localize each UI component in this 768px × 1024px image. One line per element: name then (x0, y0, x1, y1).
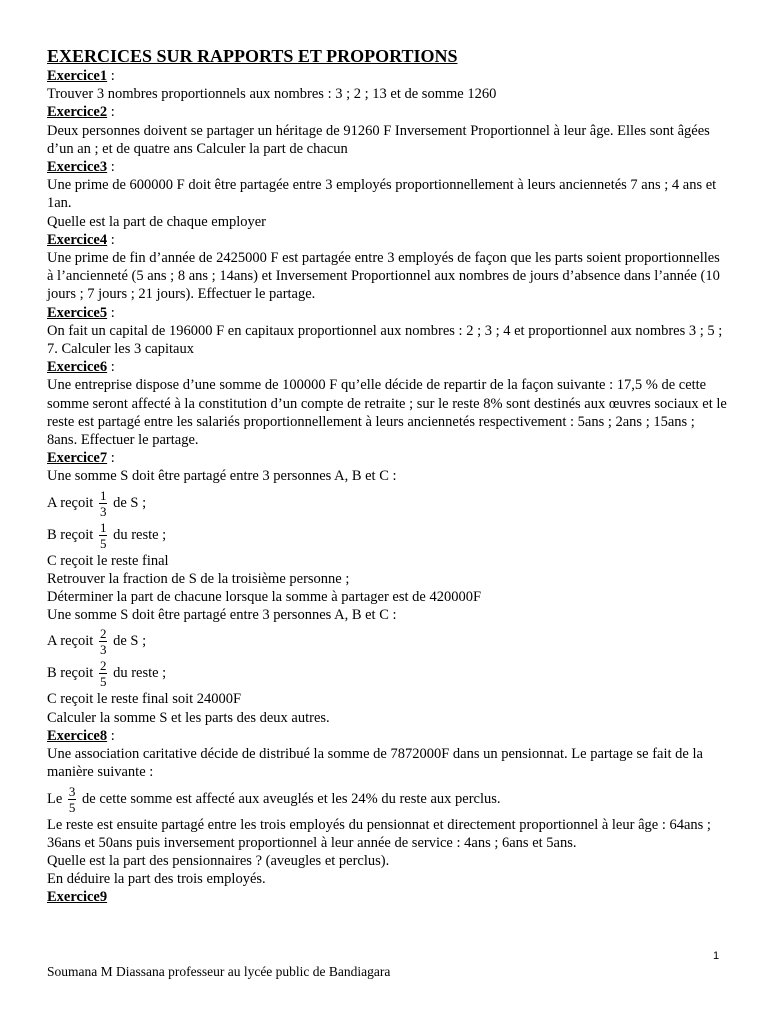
exercise-2-colon: : (107, 104, 115, 121)
fraction (99, 659, 108, 688)
exercise-8-intro: Une association caritative décide de distribué la somme de 7872000F dans un pensionnat. Le partage se fait de la manière suivante : (47, 746, 703, 781)
exercise-6-label: Exercice6 (47, 359, 108, 376)
document-title: EXERCICES SUR RAPPORTS ET PROPORTIONS (47, 46, 458, 66)
a-share-suffix: de S ; (109, 633, 147, 650)
exercise-9-label: Exercice9 (47, 889, 108, 906)
exercise-7-label: Exercice7 (47, 450, 108, 467)
fraction-denominator: 3 (99, 642, 107, 658)
exercise-7-line: Une somme S doit être partagé entre 3 personnes A, B et C : (47, 607, 397, 624)
exercise-3-colon: : (107, 159, 115, 176)
exercise-2-heading (47, 103, 727, 121)
exercise-5-label: Exercice5 (47, 304, 108, 321)
b-share-suffix: du reste ; (109, 526, 167, 543)
exercise-3-question: Quelle est la part de chaque employer (47, 213, 267, 230)
exercise-4-label: Exercice4 (47, 231, 108, 248)
exercise-8-line: En déduire la part des trois employés. (47, 871, 266, 888)
exercise-8-fraction-line (47, 785, 727, 814)
fraction-numerator: 1 (99, 487, 107, 503)
exercise-6-heading (47, 358, 727, 376)
exercise-5-colon: : (107, 304, 115, 321)
page-number: 1 (713, 950, 720, 962)
exercise-8-line: Quelle est la part des pensionnaires ? (aveugles et perclus). (47, 852, 390, 869)
fraction-numerator: 1 (99, 519, 107, 535)
fraction-denominator: 3 (99, 503, 107, 519)
fraction-numerator: 2 (99, 658, 107, 674)
a-share-prefix: A reçoit (47, 633, 97, 650)
exercise-7-heading (47, 449, 727, 467)
exercise-7-line: Retrouver la fraction de S de la troisième personne ; (47, 570, 350, 587)
exercise-1-colon: : (107, 68, 115, 84)
exercise-8-heading (47, 727, 727, 745)
exercise-2-label: Exercice2 (47, 104, 108, 121)
b-share-prefix: B reçoit (47, 665, 97, 682)
exercise-4-colon: : (107, 231, 115, 248)
exercise-6-colon: : (107, 359, 115, 376)
exercise-7-colon: : (107, 450, 115, 467)
fraction (68, 785, 77, 814)
exercise-1-text: Trouver 3 nombres proportionnels aux nombres : 3 ; 2 ; 13 et de somme 1260 (47, 86, 497, 103)
exercise-8-label: Exercice8 (47, 727, 108, 744)
exercise-1-heading (47, 67, 727, 85)
document-body (47, 45, 727, 907)
fraction (99, 627, 108, 656)
exercise-7-line: C reçoit le reste final soit 24000F (47, 691, 242, 708)
a-share-prefix: A reçoit (47, 494, 97, 511)
page-footer: Soumana M Diassana professeur au lycée public de Bandiagara (47, 964, 391, 979)
exercise-3-label: Exercice3 (47, 159, 108, 176)
fraction (99, 521, 108, 550)
exercise-9-heading (47, 888, 727, 906)
exercise-7-a-share (47, 489, 727, 518)
exercise-7-line: Calculer la somme S et les parts des deux autres. (47, 709, 330, 726)
a-share-suffix: de S ; (109, 494, 147, 511)
exercise-2-text: Deux personnes doivent se partager un héritage de 91260 F Inversement Proportionnel à leur âge. Elles sont âgées d’un an ; et de quatre ans Calculer la part de chacun (47, 122, 710, 157)
exercise-7-intro: Une somme S doit être partagé entre 3 personnes A, B et C : (47, 468, 397, 485)
exercise-7-line: Déterminer la part de chacune lorsque la somme à partager est de 420000F (47, 589, 482, 606)
fraction-line-prefix: Le (47, 790, 66, 807)
b-share-prefix: B reçoit (47, 526, 97, 543)
exercise-7-b-share-2 (47, 659, 727, 688)
exercise-7-line: C reçoit le reste final (47, 552, 169, 569)
fraction-numerator: 2 (99, 626, 107, 642)
fraction-denominator: 5 (68, 799, 76, 815)
exercise-8-line: Le reste est ensuite partagé entre les trois employés du pensionnat et directement proportionnel à leur âge : 64ans ; 36ans et 50ans puis inversement proportionnel à leur année de service : 4ans ; 6ans et 5ans. (47, 816, 711, 851)
exercise-7-a-share-2 (47, 627, 727, 656)
exercise-3-heading (47, 158, 727, 176)
fraction (99, 489, 108, 518)
exercise-4-heading (47, 231, 727, 249)
fraction-numerator: 3 (68, 783, 76, 799)
exercise-4-text: Une prime de fin d’année de 2425000 F est partagée entre 3 employés de façon que les parts soient proportionnelles à l’ancienneté (5 ans ; 8 ans ; 14ans) et Inversement Proportionnel aux nombres de jours d’absence dans l’année (10 jours ; 7 jours ; 21 jours). Effectuer le partage. (47, 250, 720, 303)
exercise-1-label: Exercice1 (47, 68, 108, 84)
fraction-line-suffix: de cette somme est affecté aux aveuglés et les 24% du reste aux perclus. (78, 790, 501, 807)
exercise-3-text: Une prime de 600000 F doit être partagée entre 3 employés proportionnellement à leurs anciennetés 7 ans ; 4 ans et 1an. (47, 177, 717, 212)
exercise-7-b-share (47, 521, 727, 550)
exercise-5-text: On fait un capital de 196000 F en capitaux proportionnel aux nombres : 2 ; 3 ; 4 et proportionnel aux nombres 3 ; 5 ; 7. Calculer les 3 capitaux (47, 322, 723, 358)
exercise-6-text: Une entreprise dispose d’une somme de 100000 F qu’elle décide de repartir de la façon suivante : 17,5 % de cette somme seront affecté à la constitution d’un compte de retraite ; sur le reste 8% sont destinés aux œuvres sociaux et le reste est partagé entre les salariés proportionnellement à leurs anciennetés respectivement : 5ans ; 2ans ; 15ans ; 8ans. Effectuer le partage. (47, 377, 727, 449)
b-share-suffix: du reste ; (109, 665, 167, 682)
fraction-denominator: 5 (99, 674, 107, 690)
exercise-5-heading (47, 304, 727, 322)
fraction-denominator: 5 (99, 535, 107, 551)
exercise-8-colon: : (107, 727, 115, 744)
